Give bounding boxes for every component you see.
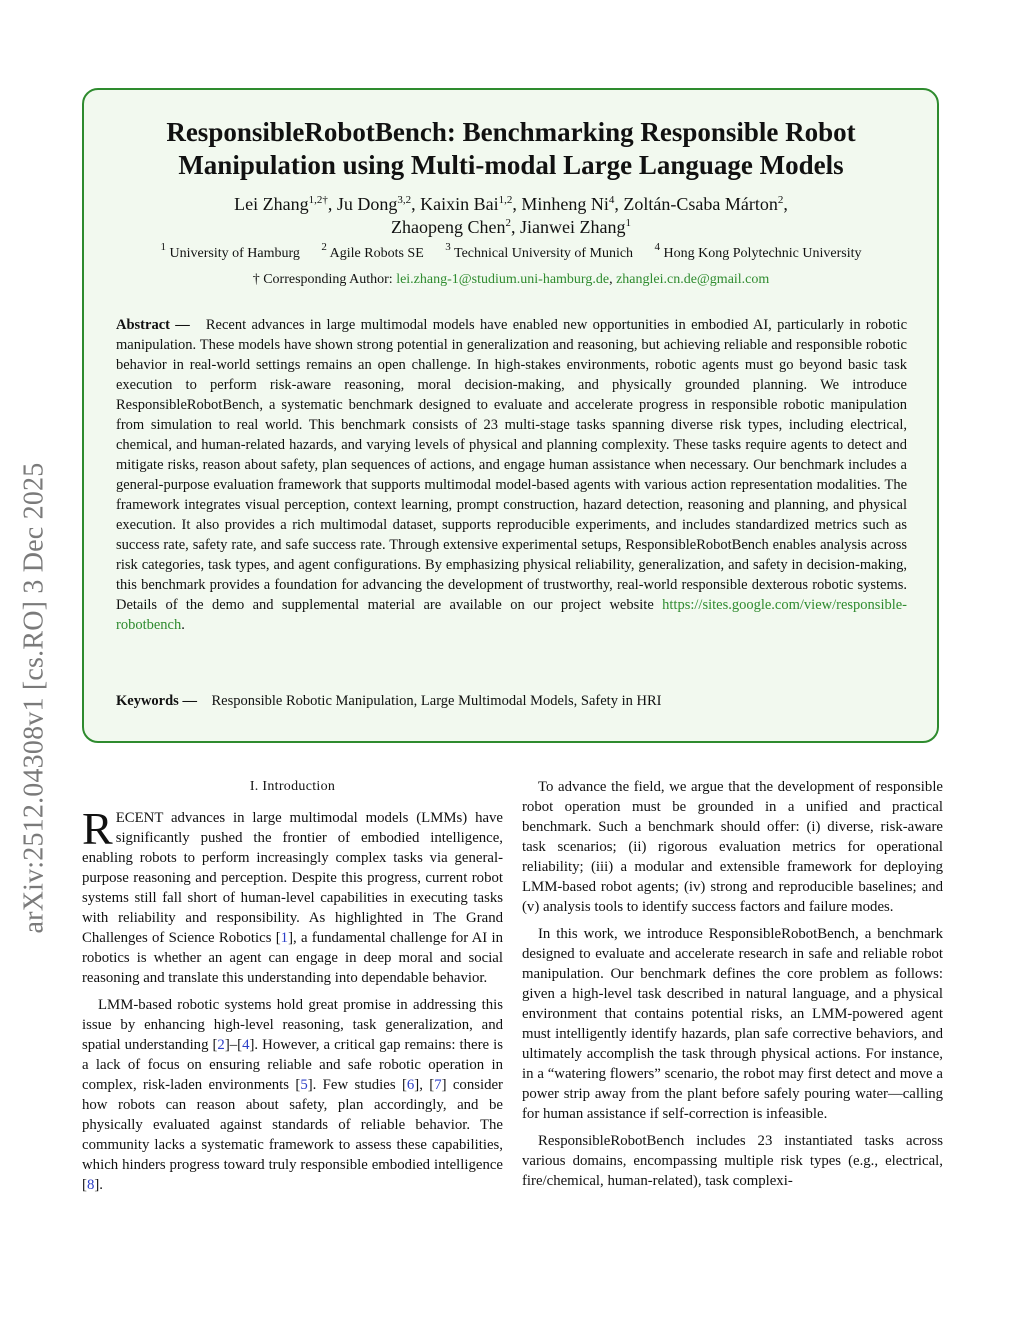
citation-link[interactable]: 5 (300, 1077, 308, 1093)
affiliation-name: Hong Kong Polytechnic University (663, 246, 862, 261)
affiliation-num: 4 (654, 241, 661, 253)
author-sup: 3,2 (397, 194, 412, 206)
affiliation (654, 241, 862, 261)
citation-link[interactable]: 6 (406, 1077, 415, 1093)
author-list: Lei Zhang$^{1,2\dagger}$, Ju Dong$^{3,2}$, Kaixin Bai$^{1,2}$, Minheng Ni$^4$, Zoltán-Csaba Márton$^2$, Zhaopeng Chen$^2$, Jianwei Zhang$^1$ (234, 194, 788, 237)
keywords-text: Responsible Robotic Manipulation, Large Multimodal Models, Safety in HRI (211, 693, 662, 709)
abstract-end: . (181, 617, 185, 633)
affiliation-num: 2 (321, 241, 327, 253)
email-link-1[interactable]: lei.zhang-1@studium.uni-hamburg.de (396, 272, 610, 287)
author-name: Minheng Ni (521, 194, 609, 214)
author-sup: 1 (625, 217, 631, 229)
author-name: Jianwei Zhang (520, 217, 626, 237)
affiliation-name: University of Hamburg (169, 246, 300, 261)
intro-paragraph-4: In this work, we introduce ResponsibleRobotBench, a benchmark designed to evaluate and accelerate research in safe and reliable robot manipulation. Our benchmark defines the core problem as follows: given a high-level task described in natural language, and a physical environment that contains potential risks, an LMM-powered agent must intelligently identify hazards, plan safe corrective behaviors, and ultimately accomplish the task through physical actions. For instance, in a “watering flowers” scenario, the robot may first detect and move a power strip away from the plant before safely pouring water—calling for human assistance if self-correction is infeasible. (522, 926, 943, 1122)
arxiv-id-text: arXiv:2512.04308v1 [cs.RO] 3 Dec 2025 (18, 462, 50, 933)
paragraph-text: ] consider how robots can reason about safety, plan accordingly, and be physically evaluated against standards of reliable behavior. The community lacks a systematic framework to assess these capabilities, which hinders progress toward truly responsible embodied intelligence [ (82, 1077, 503, 1193)
abstract-label: Abstract — (116, 317, 190, 333)
paragraph-text: ], a fundamental challenge for AI in robotics is whether an agent can engage in deep moral and social reasoning and translate this understanding into dependable behavior. (82, 930, 504, 986)
keywords-label: Keywords — (116, 693, 197, 709)
paragraph-text: ]–[ (224, 1037, 243, 1053)
author-sup: 4 (608, 194, 615, 206)
author-sup: 1,2 (498, 194, 513, 206)
author-name: Lei Zhang (234, 194, 309, 214)
affiliation-name: Technical University of Munich (454, 246, 634, 261)
paragraph-text: LMM-based robotic systems hold great promise in addressing this issue by enhancing high-level reasoning, task generalization, and spatial understanding [ (82, 997, 503, 1053)
author-sup: 2 (777, 194, 784, 206)
author-sup: 2 (505, 217, 511, 229)
paragraph-text: ]. Few studies [ (307, 1077, 407, 1093)
intro-paragraph-2 (82, 995, 503, 1195)
author-name: Ju Dong (336, 194, 398, 214)
abstract-text: Recent advances in large multimodal models have enabled new opportunities in embodied AI, particularly in robotic manipulation. These models have shown strong potential in generalization and reasoning, but achieving reliable and responsible robotic behavior in real-world settings remains an open challenge. In high-stakes environments, robotic agents must go beyond basic task execution to perform risk-aware reasoning, moral decision-making, and physically grounded planning. We introduce ResponsibleRobotBench, a systematic benchmark designed to evaluate and accelerate progress in responsible robotic manipulation from simulation to real world. This benchmark consists of 23 multi-stage tasks spanning diverse risk types, including electrical, chemical, and human-related hazards, and varying levels of physical and planning complexity. These tasks require agents to detect and mitigate risks, reason about safety, plan sequences of actions, and engage human assistance when necessary. Our benchmark includes a general-purpose evaluation framework that supports multimodal model-based agents with various action representation modalities. The framework integrates visual perception, context learning, prompt construction, hazard detection, reasoning and planning, and physical execution. It also provides a rich multimodal dataset, supports reproducible experiments, and includes standardized metrics such as success rate, safety rate, and safe success rate. Through extensive experimental setups, ResponsibleRobotBench enables analysis across risk categories, task types, and agent configurations. By emphasizing physical reliability, generalization, and safety in decision-making, this benchmark provides a foundation for advancing the development of trustworthy, real-world responsible dexterous robotic systems. Details of the demo and supplemental material are available on our project website (116, 317, 908, 613)
citation-link[interactable]: 1 (280, 930, 289, 946)
right-column (522, 777, 943, 1198)
author-name: Zhaopeng Chen (391, 217, 506, 237)
affiliation-num: 1 (160, 241, 167, 253)
abstract (116, 315, 907, 635)
project-website-link[interactable]: https://sites.google.com/view/responsible-robotbench (116, 597, 908, 633)
citation-link[interactable]: 7 (434, 1077, 442, 1093)
keywords (116, 691, 907, 711)
left-column (82, 777, 503, 1202)
affiliation-name: Agile Robots SE (329, 246, 424, 261)
affiliation (445, 241, 634, 261)
paragraph-text: ]. However, a critical gap remains: there is a lack of focus on ensuring reliable and safe robotic operation in complex, risk-laden environments [ (82, 1037, 503, 1093)
affiliation-num: 3 (445, 241, 451, 253)
affiliation (321, 241, 424, 261)
paper-title: ResponsibleRobotBench: Benchmarking Responsible Robot Manipulation using Multi-modal Large Language Models (166, 117, 856, 180)
author-sup: 1,2† (308, 194, 328, 206)
intro-paragraph-3: To advance the field, we argue that the development of responsible robot operation must be grounded in a unified and practical benchmark. Such a benchmark should offer: (i) diverse, risk-aware task scenarios; (ii) rigorous evaluation metrics for operational reliability; (iii) a modular and extensible framework for deploying LMM-based robot agents; (iv) strong and reproducible baselines; and (v) analysis tools to identify success factors and failure modes. (522, 779, 943, 915)
section-heading: I. Introduction (249, 779, 336, 794)
affiliation-list (100, 241, 922, 263)
arxiv-identifier (4, 375, 64, 1020)
paragraph-text: ], [ (414, 1077, 435, 1093)
author-name: Zoltán-Csaba Márton (623, 194, 778, 214)
corresponding-author (100, 271, 922, 289)
paragraph-text: ]. (94, 1177, 103, 1193)
citation-link[interactable]: 2 (217, 1037, 225, 1053)
intro-paragraph-1 (82, 803, 504, 988)
affiliation (160, 241, 300, 261)
author-name: Kaixin Bai (420, 194, 499, 214)
email-separator: , (609, 272, 613, 287)
drop-cap: R (82, 803, 113, 854)
citation-link[interactable]: 4 (242, 1037, 250, 1053)
paragraph-text: ECENT advances in large multimodal models (LMMs) have significantly pushed the frontier of embodied intelligence, enabling robots to perform increasingly complex tasks via general-purpose reasoning and perception. Despite this progress, current robot systems still fall short of human-level capabilities in executing tasks with reliability and responsibility. As highlighted in The Grand Challenges of Science Robotics [ (82, 810, 503, 946)
email-link-2[interactable]: zhanglei.cn.de@gmail.com (616, 272, 770, 287)
corresponding-label: † Corresponding Author: (252, 272, 393, 287)
citation-link[interactable]: 8 (86, 1177, 95, 1193)
intro-paragraph-5: ResponsibleRobotBench includes 23 instantiated tasks across various domains, encompassing multiple risk types (e.g., electrical, fire/chemical, human-related), task complexi- (522, 1133, 943, 1189)
